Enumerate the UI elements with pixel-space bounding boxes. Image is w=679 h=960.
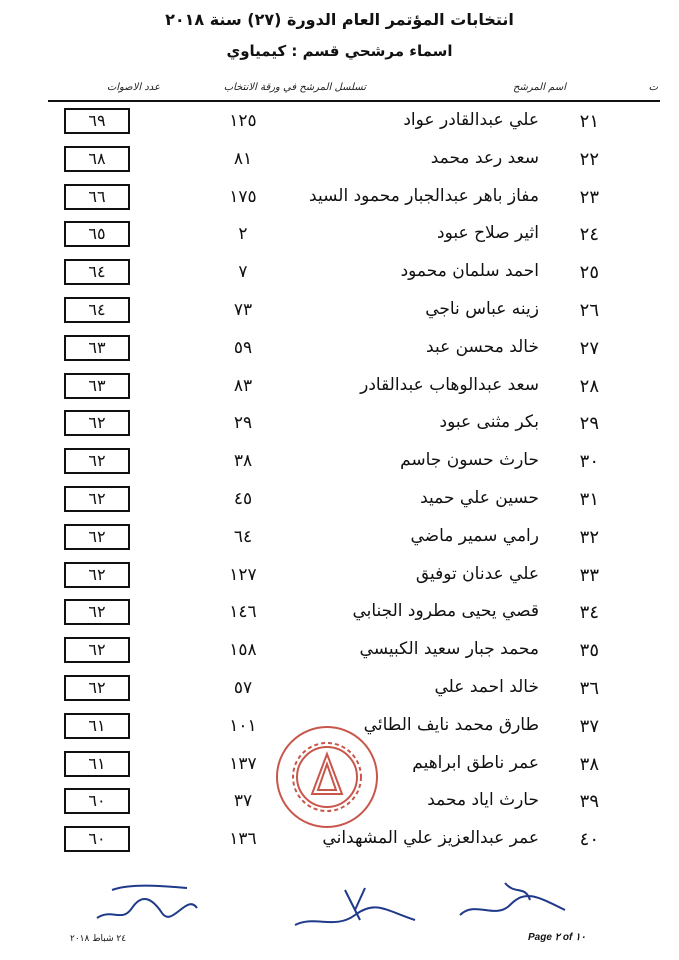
row-candidate-name: عمر عبدالعزيز علي المشهداني <box>322 828 539 849</box>
row-seq: ٣٥ <box>579 640 599 662</box>
official-stamp-icon <box>272 722 382 832</box>
row-candidate-name: علي عبدالقادر عواد <box>403 110 539 130</box>
table-row <box>0 481 679 519</box>
row-candidate-name: احمد سلمان محمود <box>400 261 539 282</box>
table-row <box>0 141 679 179</box>
row-seq: ٢٥ <box>579 262 599 284</box>
row-vote-count: ٦٤ <box>64 259 130 285</box>
row-vote-count: ٦٦ <box>64 184 130 210</box>
table-row <box>0 254 679 292</box>
row-seq: ٢٩ <box>579 413 599 435</box>
row-candidate-name: علي عدنان توفيق <box>415 563 539 584</box>
row-candidate-name: رامي سمير ماضي <box>410 525 539 546</box>
row-seq: ٢٣ <box>579 186 599 208</box>
table-row <box>0 103 679 141</box>
table-row <box>0 330 679 368</box>
row-candidate-name: عمر ناطق ابراهيم <box>412 752 539 773</box>
header-seq: ت <box>648 82 658 93</box>
row-seq: ٢١ <box>579 111 599 132</box>
table-row <box>0 632 679 670</box>
table-row <box>0 179 679 217</box>
row-seq: ٢٢ <box>579 148 599 170</box>
row-vote-count: ٦٣ <box>64 373 130 399</box>
row-vote-count: ٦٠ <box>64 826 130 852</box>
row-candidate-name: مفاز باهر عبدالجبار محمود السيد <box>309 185 539 206</box>
row-candidate-name: طارق محمد نايف الطائي <box>363 714 539 735</box>
row-vote-count: ٦٥ <box>64 221 130 247</box>
row-ballot-serial: ٤٥ <box>233 488 253 509</box>
row-candidate-name: خالد احمد علي <box>434 676 539 697</box>
table-row <box>0 519 679 557</box>
row-candidate-name: قصي يحيى مطرود الجنابي <box>352 601 539 622</box>
row-ballot-serial: ٢٩ <box>233 413 253 434</box>
row-vote-count: ٦٢ <box>64 562 130 588</box>
row-vote-count: ٦١ <box>64 751 130 777</box>
page-number: Page ٢ of ١٠ <box>528 932 586 943</box>
row-vote-count: ٦٢ <box>64 448 130 474</box>
footer-date: ٢٤ شباط ٢٠١٨ <box>70 934 127 944</box>
row-ballot-serial: ١٤٦ <box>229 602 257 623</box>
row-seq: ٣٢ <box>579 526 599 548</box>
row-vote-count: ٦٢ <box>64 637 130 663</box>
table-row <box>0 670 679 708</box>
row-ballot-serial: ١٥٨ <box>229 640 257 661</box>
header-serial: تسلسل المرشح في ورقة الانتخاب <box>223 82 366 93</box>
row-ballot-serial: ٥٧ <box>233 677 253 698</box>
signature-middle-icon <box>285 880 425 935</box>
row-seq: ٣٤ <box>579 602 599 624</box>
header-divider <box>48 100 660 102</box>
row-candidate-name: حارث اياد محمد <box>427 790 539 811</box>
row-ballot-serial: ٨٣ <box>233 375 253 396</box>
table-row <box>0 557 679 595</box>
row-seq: ٢٧ <box>579 337 599 359</box>
table-row <box>0 368 679 406</box>
table-row <box>0 443 679 481</box>
row-ballot-serial: ٣٧ <box>233 791 253 812</box>
row-candidate-name: بكر مثنى عبود <box>439 412 539 433</box>
row-vote-count: ٦١ <box>64 713 130 739</box>
row-vote-count: ٦٢ <box>64 410 130 436</box>
row-seq: ٣٣ <box>579 564 599 586</box>
row-ballot-serial: ١٣٦ <box>229 829 257 850</box>
row-ballot-serial: ١٣٧ <box>229 753 257 774</box>
row-vote-count: ٦٢ <box>64 599 130 625</box>
row-ballot-serial: ٨١ <box>233 148 253 169</box>
signature-left-icon <box>92 878 202 928</box>
row-seq: ٣٦ <box>579 677 599 699</box>
row-seq: ٢٨ <box>579 375 599 397</box>
row-seq: ٢٦ <box>579 299 599 321</box>
row-candidate-name: سعد رعد محمد <box>430 147 539 168</box>
table-header <box>48 82 658 98</box>
row-seq: ٤٠ <box>579 829 599 851</box>
table-row <box>0 292 679 330</box>
row-ballot-serial: ٧٣ <box>233 299 253 320</box>
row-candidate-name: حسين علي حميد <box>420 487 539 508</box>
row-vote-count: ٦٢ <box>64 486 130 512</box>
document-title: انتخابات المؤتمر العام الدورة (٢٧) سنة ٢٠١٨ <box>165 10 514 29</box>
row-vote-count: ٦٠ <box>64 788 130 814</box>
row-ballot-serial: ١٢٥ <box>229 111 257 131</box>
row-ballot-serial: ١٧٥ <box>229 186 257 207</box>
row-candidate-name: زينه عباس ناجي <box>425 298 539 319</box>
row-candidate-name: سعد عبدالوهاب عبدالقادر <box>360 374 539 395</box>
row-seq: ٣٠ <box>579 451 599 473</box>
row-vote-count: ٦٣ <box>64 335 130 361</box>
row-vote-count: ٦٩ <box>64 108 130 134</box>
row-seq: ٣٩ <box>579 791 599 813</box>
signature-right-icon <box>455 875 575 930</box>
row-ballot-serial: ٢ <box>238 224 248 245</box>
table-row <box>0 216 679 254</box>
table-row <box>0 405 679 443</box>
document-subtitle: اسماء مرشحي قسم : كيمياوي <box>226 42 453 60</box>
row-ballot-serial: ٧ <box>238 262 248 283</box>
row-candidate-name: محمد جبار سعيد الكبيسي <box>359 639 539 660</box>
row-candidate-name: اثير صلاح عبود <box>437 223 539 244</box>
row-seq: ٣١ <box>579 488 599 510</box>
table-row <box>0 594 679 632</box>
row-ballot-serial: ٣٨ <box>233 451 253 472</box>
row-seq: ٣٨ <box>579 753 599 775</box>
row-ballot-serial: ١٢٧ <box>229 564 257 585</box>
row-seq: ٣٧ <box>579 715 599 737</box>
header-name: اسم المرشح <box>513 82 566 93</box>
row-vote-count: ٦٤ <box>64 297 130 323</box>
row-vote-count: ٦٢ <box>64 675 130 701</box>
row-ballot-serial: ٥٩ <box>233 337 253 358</box>
row-ballot-serial: ٦٤ <box>233 526 253 547</box>
row-ballot-serial: ١٠١ <box>229 715 257 736</box>
row-candidate-name: خالد محسن عبد <box>426 336 539 357</box>
row-vote-count: ٦٨ <box>64 146 130 172</box>
header-votes: عدد الاصوات <box>106 82 160 93</box>
row-seq: ٢٤ <box>579 224 599 246</box>
row-candidate-name: حارث حسون جاسم <box>400 450 539 471</box>
row-vote-count: ٦٢ <box>64 524 130 550</box>
